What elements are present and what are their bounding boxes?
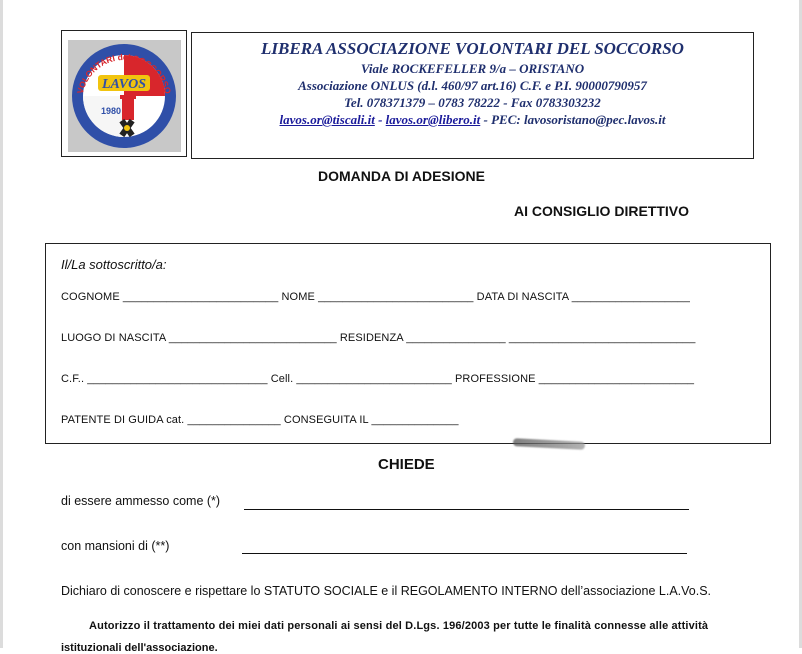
logo-ring-text: VOLONTARI del SOCCORSO	[74, 51, 174, 95]
duties-line	[242, 553, 687, 554]
request-heading: CHIEDE	[378, 456, 435, 473]
association-address: Viale ROCKEFELLER 9/a – ORISTANO	[360, 61, 585, 76]
admitted-as-label: di essere ammesso come (*)	[61, 494, 221, 508]
personal-data-section	[45, 243, 771, 444]
association-logo	[68, 40, 181, 152]
association-legal-info: Associazione ONLUS (d.l. 460/97 art.16) C.F. e P.I. 90000790957	[298, 78, 647, 93]
form-row-driving-license: PATENTE DI GUIDA cat. _______________ CONSEGUITA IL ______________	[61, 414, 459, 426]
pec-address: - PEC: lavosoristano@pec.lavos.it	[483, 112, 666, 127]
association-contacts: lavos.or@tiscali.it - lavos.or@libero.it - PEC: lavosoristano@pec.lavos.it	[279, 112, 666, 127]
logo-frame	[61, 30, 187, 157]
form-intro: Il/La sottoscritto/a:	[61, 257, 167, 272]
email-link-tiscali[interactable]: lavos.or@tiscali.it	[279, 112, 375, 127]
document-addressee: AI CONSIGLIO DIRETTIVO	[514, 203, 690, 219]
page-left-edge	[0, 0, 3, 648]
logo-tower-top	[120, 95, 136, 99]
logo-tower-icon	[122, 98, 134, 120]
statute-declaration: Dichiaro di conoscere e rispettare lo STATUTO SOCIALE e il REGOLAMENTO INTERNO dell’associazione L.A.Vo.S.	[61, 584, 712, 598]
duties-label: con mansioni di (**)	[61, 539, 170, 553]
privacy-consent: Autorizzo il trattamento dei miei dati personali ai sensi del D.Lgs. 196/2003 per tutte le finalità connesse alle attività	[89, 620, 709, 632]
logo-year: 1980	[101, 106, 122, 116]
association-phones: Tel. 078371379 – 0783 78222 - Fax 0783303232	[344, 95, 601, 110]
form-row-surname-name-birthdate: COGNOME _________________________ NOME _________________________ DATA DI NASCITA ___________________	[61, 291, 690, 303]
form-row-birthplace-residence: LUOGO DI NASCITA ___________________________ RESIDENZA ________________ ______________________________	[61, 332, 696, 344]
logo-background	[68, 40, 181, 152]
letterhead	[191, 32, 754, 159]
association-name: LIBERA ASSOCIAZIONE VOLONTARI DEL SOCCORSO	[261, 39, 684, 58]
form-row-taxcode-cell-profession: C.F.. _____________________________ Cell. _________________________ PROFESSIONE _________________________	[61, 373, 695, 385]
logo-brand-text: LAVOS	[101, 77, 147, 92]
privacy-consent-continued: istituzionali dell'associazione.	[61, 642, 218, 654]
email-link-libero[interactable]: lavos.or@libero.it	[385, 112, 481, 127]
admitted-as-line	[244, 509, 689, 510]
document-title: DOMANDA DI ADESIONE	[318, 168, 485, 184]
